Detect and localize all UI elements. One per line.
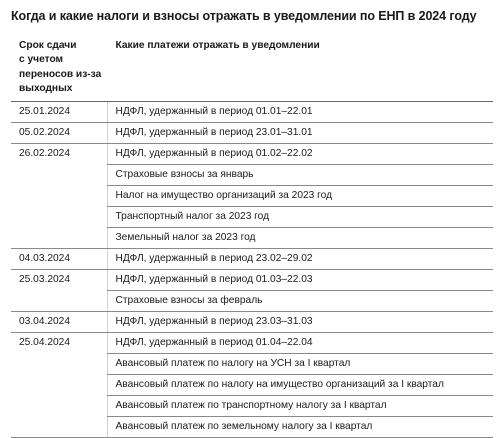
deadline-cell xyxy=(11,165,107,186)
payment-cell: Земельный налог за 2023 год xyxy=(107,228,493,249)
deadline-cell xyxy=(11,417,107,438)
table-row xyxy=(11,354,493,375)
payment-cell: НДФЛ, удержанный в период 01.04–22.04 xyxy=(107,333,493,354)
payment-cell: Авансовый платеж по транспортному налогу за I квартал xyxy=(107,396,493,417)
deadline-cell xyxy=(11,291,107,312)
deadline-cell xyxy=(11,186,107,207)
payment-cell: НДФЛ, удержанный в период 01.01–22.01 xyxy=(107,102,493,123)
table-header-row xyxy=(11,36,493,102)
deadline-cell: 25.04.2024 xyxy=(19,337,70,348)
deadline-cell: 26.02.2024 xyxy=(19,148,70,159)
table-row xyxy=(11,417,493,438)
payment-cell: НДФЛ, удержанный в период 23.01–31.01 xyxy=(107,123,493,144)
deadline-cell xyxy=(11,207,107,228)
table-row xyxy=(11,207,493,228)
payment-cell: Страховые взносы за февраль xyxy=(107,291,493,312)
deadline-cell: 25.01.2024 xyxy=(11,102,107,123)
table-row xyxy=(11,270,493,291)
table-row xyxy=(11,396,493,417)
table-body xyxy=(11,102,493,438)
enp-schedule-table xyxy=(11,36,493,438)
table-row xyxy=(11,102,493,123)
deadline-cell: 05.02.2024 xyxy=(11,123,107,144)
table-row xyxy=(11,228,493,249)
deadline-cell xyxy=(11,228,107,249)
column-header-deadline-line: Срок сдачи xyxy=(19,40,77,51)
table-row xyxy=(11,123,493,144)
payment-cell: Налог на имущество организаций за 2023 год xyxy=(107,186,493,207)
table-row xyxy=(11,249,493,270)
column-header-deadline xyxy=(11,36,107,102)
table-row xyxy=(11,165,493,186)
payment-cell: НДФЛ, удержанный в период 23.03–31.03 xyxy=(107,312,493,333)
column-header-payments: Какие платежи отражать в уведомлении xyxy=(107,36,493,102)
column-header-deadline-line: с учетом xyxy=(19,54,64,66)
payment-cell: НДФЛ, удержанный в период 23.02–29.02 xyxy=(107,249,493,270)
payment-cell: Транспортный налог за 2023 год xyxy=(107,207,493,228)
payment-cell: Страховые взносы за январь xyxy=(107,165,493,186)
deadline-cell: 04.03.2024 xyxy=(11,249,107,270)
deadline-cell xyxy=(11,375,107,396)
payment-cell: Авансовый платеж по налогу на имущество организаций за I квартал xyxy=(107,375,493,396)
table-row xyxy=(11,375,493,396)
table-row xyxy=(11,312,493,333)
column-header-deadline-line: переносов из-за xyxy=(19,68,102,80)
payment-cell: НДФЛ, удержанный в период 01.02–22.02 xyxy=(107,144,493,165)
deadline-cell xyxy=(11,354,107,375)
deadline-cell: 25.03.2024 xyxy=(19,274,70,285)
column-header-deadline-line: выходных xyxy=(19,82,73,94)
payment-cell: Авансовый платеж по налогу на УСН за I квартал xyxy=(107,354,493,375)
table-row xyxy=(11,144,493,165)
payment-cell: НДФЛ, удержанный в период 01.03–22.03 xyxy=(107,270,493,291)
deadline-cell xyxy=(11,396,107,417)
payment-cell: Авансовый платеж по земельному налогу за I квартал xyxy=(107,417,493,438)
deadline-cell: 03.04.2024 xyxy=(11,312,107,333)
table-row xyxy=(11,291,493,312)
table-row xyxy=(11,186,493,207)
table-row xyxy=(11,333,493,354)
page-title: Когда и какие налоги и взносы отражать в уведомлении по ЕНП в 2024 году xyxy=(11,9,477,23)
